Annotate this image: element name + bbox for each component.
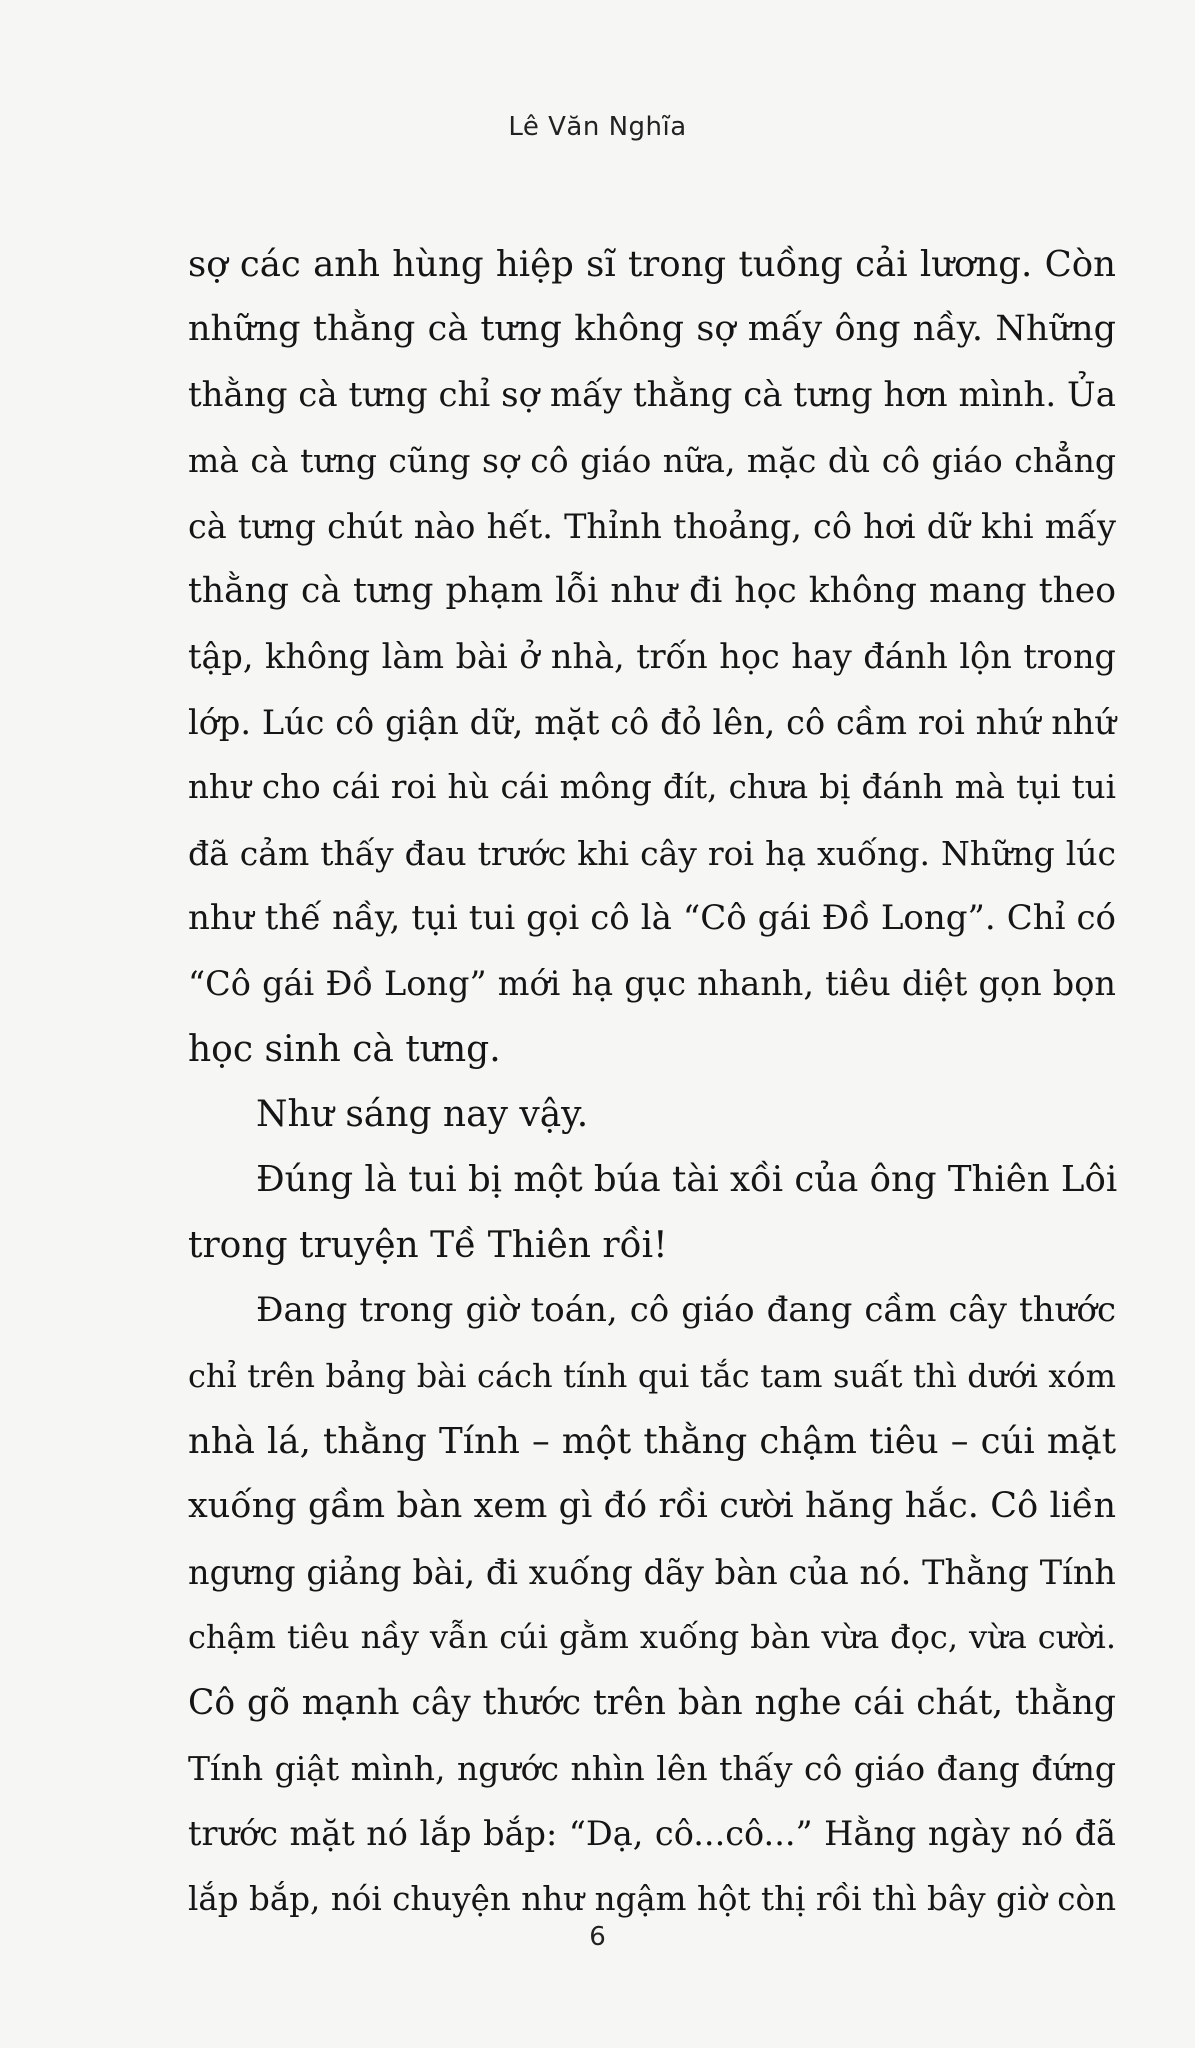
text-line: Đang trong giờ toán, cô giáo đang cầm cây thước bbox=[256, 1290, 1116, 1331]
text-line: mà cà tưng cũng sợ cô giáo nữa, mặc dù cô giáo chẳng bbox=[188, 441, 1116, 481]
text-line: “Cô gái Đồ Long” mới hạ gục nhanh, tiêu diệt gọn bọn bbox=[188, 964, 1116, 1004]
text-line: lắp bắp, nói chuyện như ngậm hột thị rồi thì bây giờ còn bbox=[188, 1879, 1116, 1918]
text-line: học sinh cà tưng. bbox=[188, 1028, 501, 1070]
text-line: Đúng là tui bị một búa tài xồi của ông Thiên Lôi bbox=[256, 1159, 1118, 1201]
text-line: nhà lá, thằng Tính – một thằng chậm tiêu – cúi mặt bbox=[188, 1421, 1116, 1463]
text-line: trước mặt nó lắp bắp: “Dạ, cô...cô...” Hằng ngày nó đã bbox=[188, 1814, 1116, 1854]
text-line: sợ các anh hùng hiệp sĩ trong tuồng cải lương. Còn bbox=[188, 244, 1116, 285]
page-number: 6 bbox=[589, 1922, 606, 1952]
text-line: cà tưng chút nào hết. Thỉnh thoảng, cô hơi dữ khi mấy bbox=[188, 506, 1116, 546]
text-line: thằng cà tưng chỉ sợ mấy thằng cà tưng hơn mình. Ủa bbox=[188, 374, 1116, 415]
text-line: chậm tiêu nầy vẫn cúi gằm xuống bàn vừa đọc, vừa cười. bbox=[188, 1618, 1116, 1657]
text-line: những thằng cà tưng không sợ mấy ông nầy. Những bbox=[188, 309, 1116, 350]
text-line: Cô gõ mạnh cây thước trên bàn nghe cái chát, thằng bbox=[188, 1682, 1116, 1723]
text-line: Tính giật mình, ngước nhìn lên thấy cô giáo đang đứng bbox=[188, 1748, 1116, 1788]
text-line: Như sáng nay vậy. bbox=[256, 1094, 589, 1136]
text-line: xuống gầm bàn xem gì đó rồi cười hăng hắc. Cô liền bbox=[188, 1486, 1116, 1527]
body-text bbox=[188, 232, 1116, 1932]
text-line: trong truyện Tề Thiên rồi! bbox=[188, 1224, 668, 1266]
text-line: chỉ trên bảng bài cách tính qui tắc tam suất thì dưới xóm bbox=[188, 1356, 1116, 1395]
text-line: như cho cái roi hù cái mông đít, chưa bị đánh mà tụi tui bbox=[188, 768, 1116, 807]
running-head-author: Lê Văn Nghĩa bbox=[508, 112, 687, 142]
text-line: ngưng giảng bài, đi xuống dãy bàn của nó. Thằng Tính bbox=[188, 1552, 1116, 1592]
text-line: như thế nầy, tụi tui gọi cô là “Cô gái Đồ Long”. Chỉ có bbox=[188, 897, 1116, 938]
text-line: tập, không làm bài ở nhà, trốn học hay đánh lộn trong bbox=[188, 637, 1116, 677]
text-line: lớp. Lúc cô giận dữ, mặt cô đỏ lên, cô cầm roi nhứ nhứ bbox=[188, 702, 1116, 742]
text-line: thằng cà tưng phạm lỗi như đi học không mang theo bbox=[188, 570, 1116, 611]
text-line: đã cảm thấy đau trước khi cây roi hạ xuống. Những lúc bbox=[188, 833, 1116, 873]
